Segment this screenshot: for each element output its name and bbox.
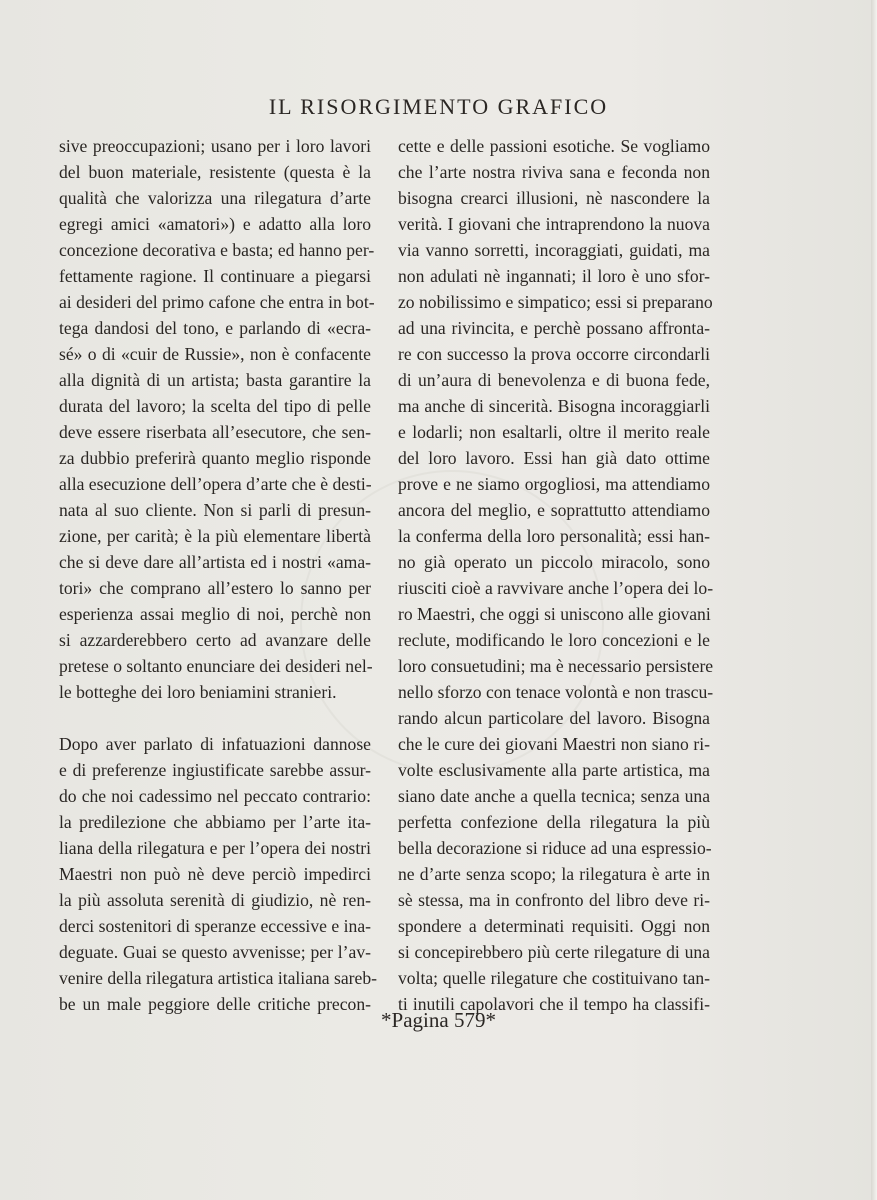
text-line: esperienza assai meglio di noi, perchè non [59,604,371,624]
text-line: durata del lavoro; la scelta del tipo di pelle [59,396,371,416]
text-line: volte esclusivamente alla parte artistica, ma [398,760,710,780]
text-line: alla esecuzione dell’opera d’arte che è desti- [59,474,372,494]
text-line: tori» che comprano all’estero lo sanno per [59,578,371,598]
text-line: zo nobilissimo e simpatico; essi si preparano [398,292,713,312]
text-line: sè stessa, ma in confronto del libro deve ri- [398,890,710,910]
text-line: do che noi cadessimo nel peccato contrario: [59,786,371,806]
text-line: Maestri non può nè deve perciò impedirci [59,864,371,884]
text-line: si concepirebbero più certe rilegature di una [398,942,710,962]
text-line: la predilezione che abbiamo per l’arte ita- [59,812,371,832]
left-text-column [59,133,377,1017]
text-line: cette e delle passioni esotiche. Se vogliamo [398,136,710,156]
text-line: egregi amici «amatori») e adatto alla loro [59,214,371,234]
text-line: spondere a determinati requisiti. Oggi non [398,916,710,936]
text-line: siano date anche a quella tecnica; senza una [398,786,710,806]
text-line: la conferma della loro personalità; essi han- [398,526,710,546]
text-line: za dubbio preferirà quanto meglio risponde [59,448,371,468]
text-line: che si deve dare all’artista ed i nostri «ama- [59,552,371,572]
text-line: tega dandosi del tono, e parlando di «ecra- [59,318,371,338]
text-line: ti inutili capolavori che il tempo ha classifi- [398,994,710,1014]
text-line: bella decorazione si riduce ad una espressio- [398,838,712,858]
text-line: sive preoccupazioni; usano per i loro lavori [59,136,371,156]
text-line: deguate. Guai se questo avvenisse; per l’av- [59,942,371,962]
text-line: fettamente ragione. Il continuare a piegarsi [59,266,371,286]
text-line: reclute, modificando le loro concezioni e le [398,630,710,650]
text-line: e lodarli; non esaltarli, oltre il merito reale [398,422,710,442]
text-line: che le cure dei giovani Maestri non siano ri- [398,734,710,754]
text-line: Dopo aver parlato di infatuazioni dannose [59,734,371,754]
text-line: si azzarderebbero certo ad avanzare delle [59,630,371,650]
text-line: le botteghe dei loro beniamini stranieri. [59,682,337,702]
text-line: riusciti cioè a ravvivare anche l’opera dei lo- [398,578,714,598]
text-line: ne d’arte senza scopo; la rilegatura è arte in [398,864,710,884]
text-line: e di preferenze ingiustificate sarebbe assur- [59,760,371,780]
text-line: rando alcun particolare del lavoro. Bisogna [398,708,710,728]
text-line: pretese o soltanto enunciare dei desideri nel- [59,656,373,676]
text-line: ma anche di sincerità. Bisogna incoraggiarli [398,396,710,416]
text-line: sé» o di «cuir de Russie», non è confacente [59,344,371,364]
text-line: bisogna crearci illusioni, nè nascondere la [398,188,710,208]
running-header: IL RISORGIMENTO GRAFICO [268,94,609,119]
text-line: zione, per carità; è la più elementare libertà [59,526,371,546]
text-line: be un male peggiore delle critiche precon- [59,994,371,1014]
text-line: nata al suo cliente. Non si parli di presun- [59,500,371,520]
text-line: via vanno sorretti, incoraggiati, guidati, ma [398,240,710,260]
paragraph-gap [59,705,371,731]
text-line: ro Maestri, che oggi si uniscono alle giovani [398,604,711,624]
text-line: prove e ne siamo orgogliosi, ma attendiamo [398,474,710,494]
text-line: loro consuetudini; ma è necessario persistere [398,656,714,676]
right-text-column [398,133,714,1017]
text-line: di un’aura di benevolenza e di buona fede, [398,370,710,390]
text-line: ad una rivincita, e perchè possano affronta- [398,318,710,338]
text-line: alla dignità di un artista; basta garantire la [59,370,371,390]
text-line: verità. I giovani che intraprendono la nuova [398,214,710,234]
text-line: re con successo la prova occorre circondarli [398,344,710,364]
text-line: derci sostenitori di speranze eccessive e ina- [59,916,371,936]
page-number: *Pagina 579* [381,1008,496,1032]
text-line: liana della rilegatura e per l’opera dei nostri [59,838,371,858]
text-line: concezione decorativa e basta; ed hanno per- [59,240,375,260]
text-line: del buon materiale, resistente (questa è la [59,162,371,182]
text-line: qualità che valorizza una rilegatura d’arte [59,188,371,208]
text-line: non adulati nè ingannati; il loro è uno sfor- [398,266,710,286]
text-line: del loro lavoro. Essi han già dato ottime [398,448,710,468]
text-line: nello sforzo con tenace volontà e non trascu- [398,682,714,702]
text-line: ai desideri del primo cafone che entra in bot- [59,292,375,312]
text-line: deve essere riserbata all’esecutore, che sen- [59,422,371,442]
text-line: venire della rilegatura artistica italiana sareb- [59,968,377,988]
text-line: che l’arte nostra riviva sana e feconda non [398,162,710,182]
text-line: ancora del meglio, e soprattutto attendiamo [398,500,710,520]
text-line: la più assoluta serenità di giudizio, nè ren- [59,890,371,910]
text-line: perfetta confezione della rilegatura la più [398,812,710,832]
text-line: no già operato un piccolo miracolo, sono [398,552,710,572]
text-line: volta; quelle rilegature che costituivano tan- [398,968,710,988]
